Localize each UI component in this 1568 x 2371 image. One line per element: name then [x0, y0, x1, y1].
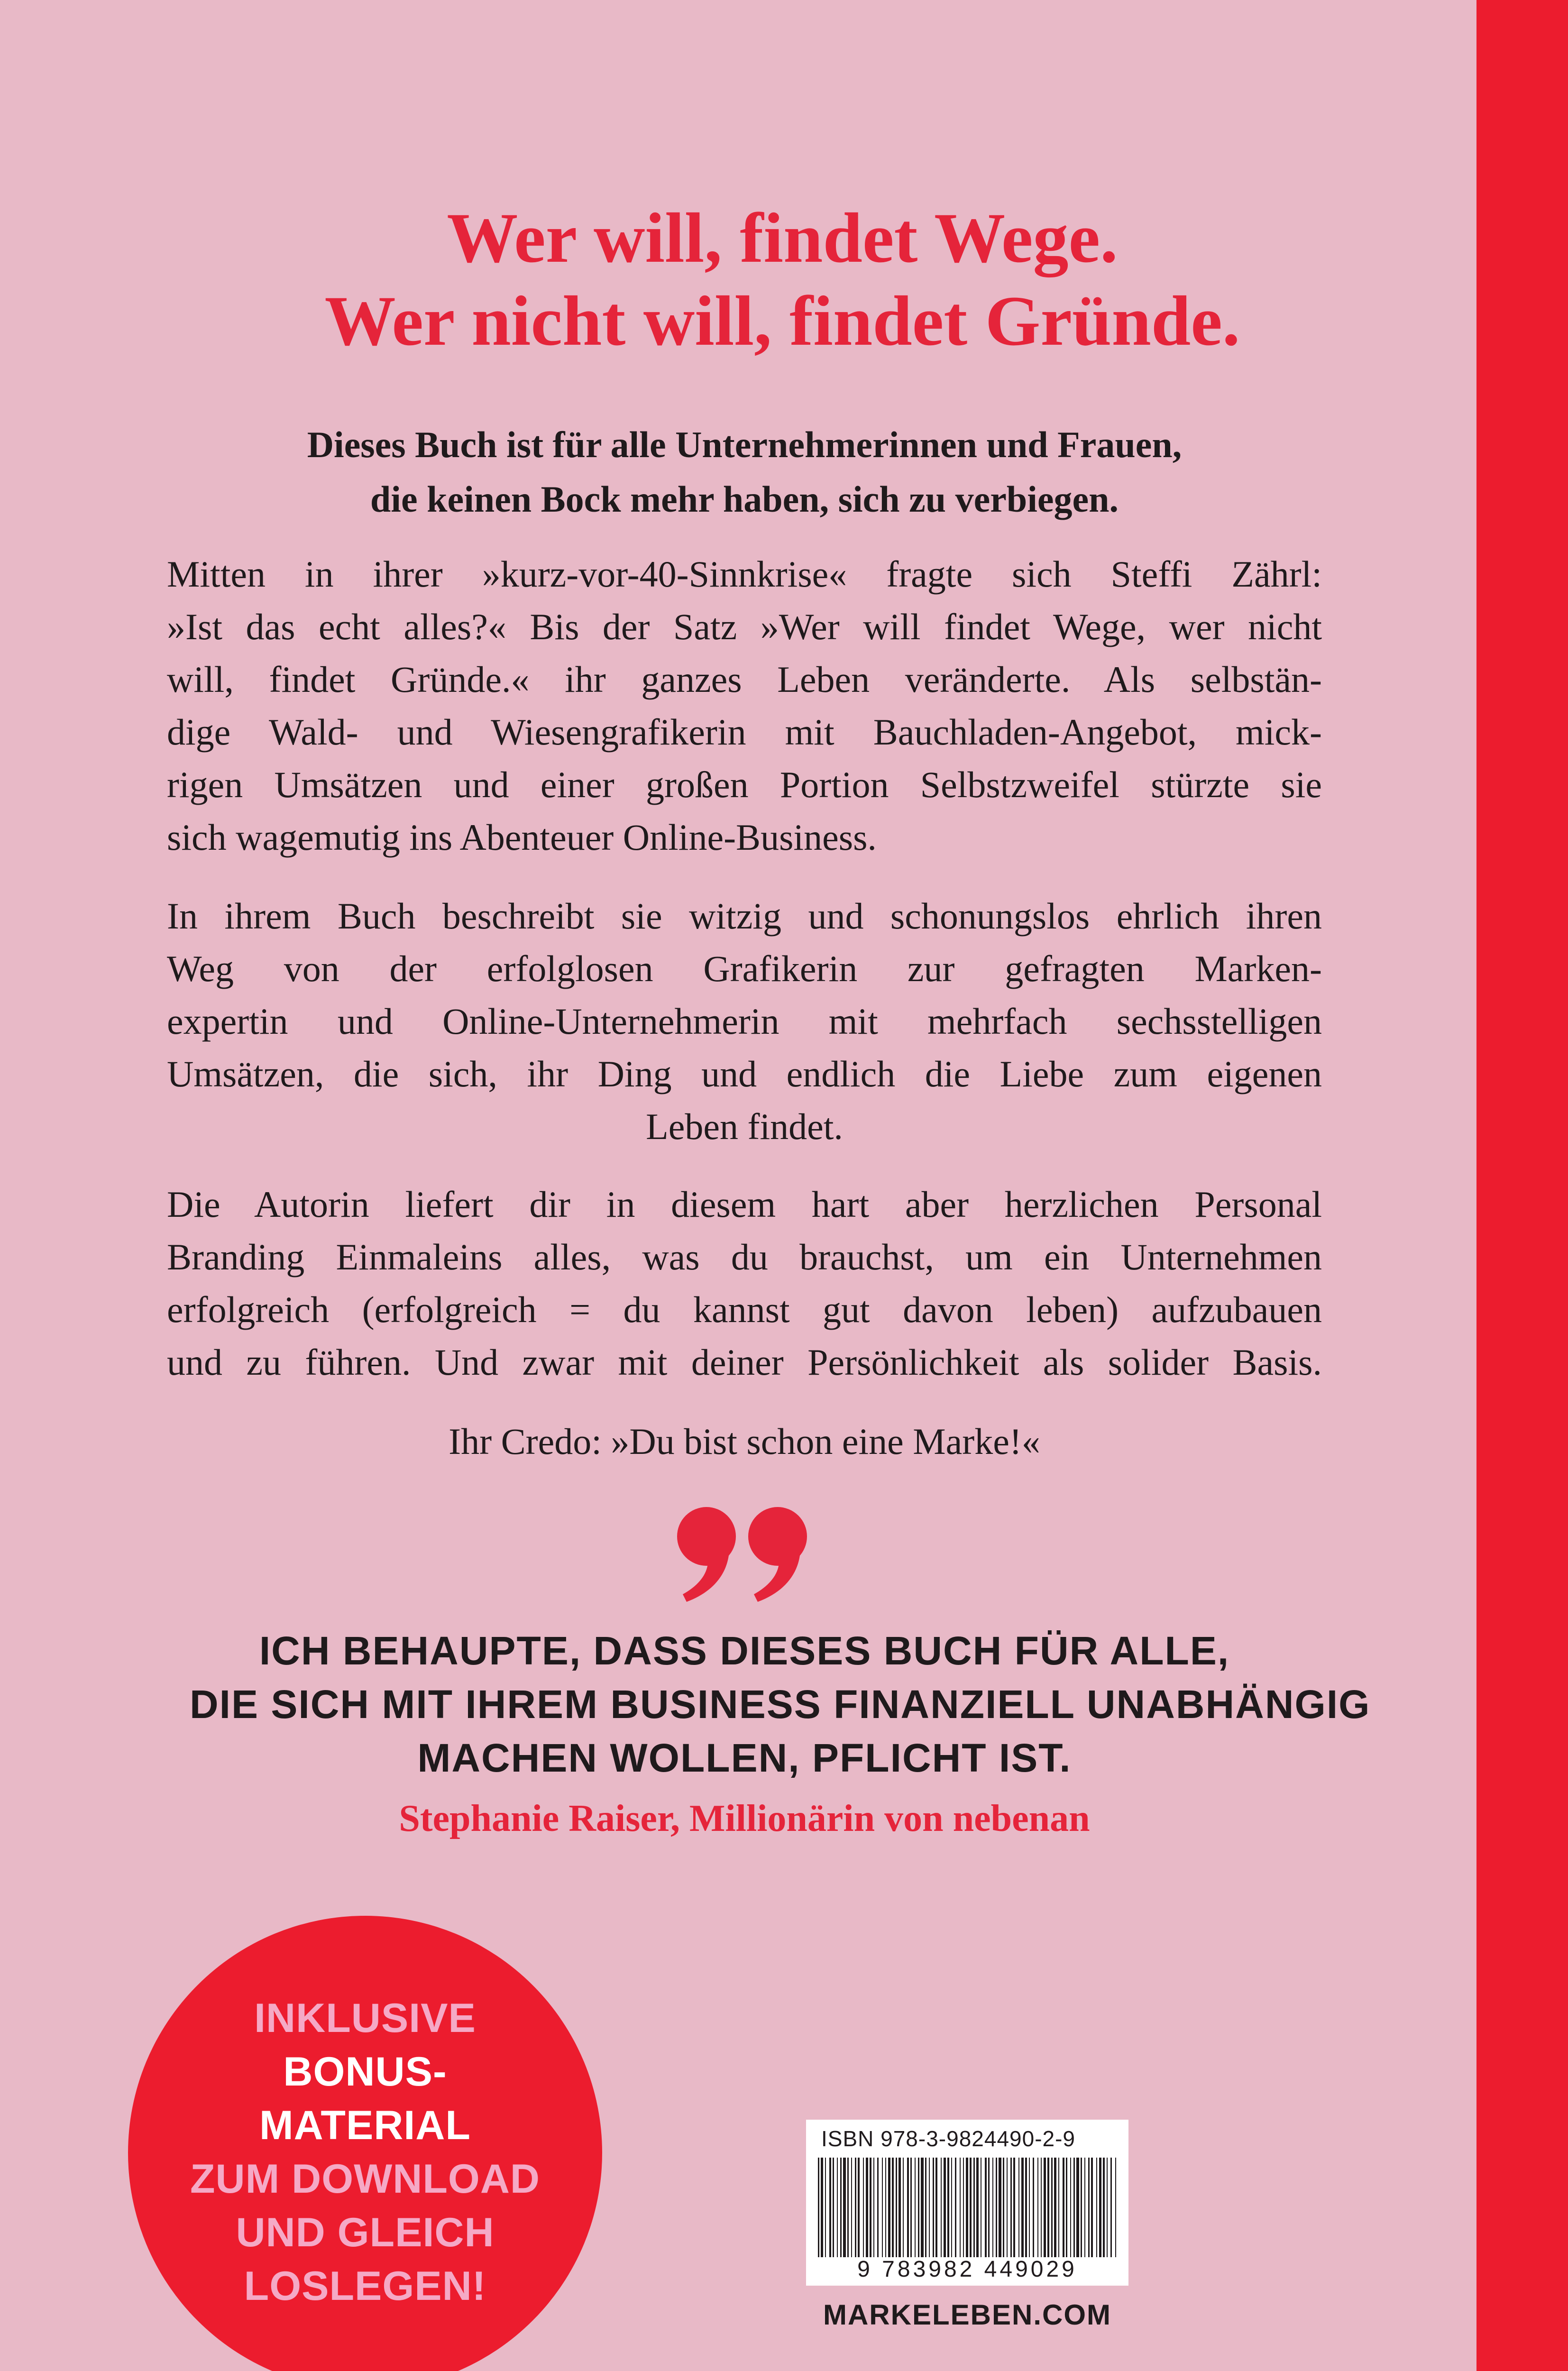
paragraph-line: Umsätzen, die sich, ihr Ding und endlich die Liebe zum eigenen [167, 1053, 1322, 1094]
barcode-bar [1044, 2158, 1046, 2257]
barcode-bar [870, 2158, 871, 2257]
barcode-bar [1051, 2158, 1053, 2257]
barcode-bar [821, 2158, 823, 2257]
barcode-bar [892, 2158, 894, 2257]
barcode-bar [1025, 2158, 1027, 2257]
barcode-bar [992, 2158, 993, 2257]
barcode-bar [858, 2158, 860, 2257]
barcode-bar [933, 2158, 934, 2257]
barcode-bar [847, 2158, 849, 2257]
barcode-bar [996, 2158, 997, 2257]
paragraph-line: dige Wald- und Wiesengrafikerin mit Bauchladen-Angebot, mick- [167, 711, 1322, 753]
paragraph-line: erfolgreich (erfolgreich = du kannst gut davon leben) aufzubauen [167, 1289, 1322, 1330]
barcode-bar [899, 2158, 901, 2257]
barcode-bar [966, 2158, 968, 2257]
barcode-bar [1107, 2158, 1108, 2257]
barcode-bar [1091, 2158, 1093, 2257]
paragraph-line: Mitten in ihrer »kurz-vor-40-Sinnkrise« fragte sich Steffi Zährl: [167, 553, 1322, 595]
barcode-bar [907, 2158, 909, 2257]
barcode-bar [877, 2158, 879, 2257]
paragraph-line: will, findet Gründe.« ihr ganzes Leben veränderte. Als selbstän- [167, 659, 1322, 700]
barcode-bar [918, 2158, 919, 2257]
barcode-bar [947, 2158, 949, 2257]
barcode-bar [925, 2158, 926, 2257]
barcode-bar [1103, 2158, 1105, 2257]
barcode-bar [929, 2158, 930, 2257]
barcode-bar [921, 2158, 924, 2257]
barcode-bar [825, 2158, 826, 2257]
barcode-bar [935, 2158, 937, 2257]
isbn-barcode [806, 2120, 1128, 2286]
barcode-bar [1037, 2158, 1038, 2257]
barcode-bar [1088, 2158, 1090, 2257]
credo-line: Ihr Credo: »Du bist schon eine Marke!« [449, 1421, 1040, 1462]
barcode-bar [1041, 2158, 1042, 2257]
barcode-bar [1081, 2158, 1082, 2257]
quote-line-3: MACHEN WOLLEN, PFLICHT IST. [417, 1736, 1072, 1780]
badge-line-1: INKLUSIVE [254, 1995, 476, 2041]
barcode-bar [1047, 2158, 1049, 2257]
barcode-bar [941, 2158, 942, 2257]
badge-line-2: BONUS- [283, 2049, 447, 2095]
barcode-bar [829, 2158, 831, 2257]
paragraph-line: Leben findet. [646, 1106, 843, 1147]
bonus-badge [128, 1916, 602, 2371]
barcode-bar [837, 2158, 838, 2257]
paragraph-line: sich wagemutig ins Abenteuer Online-Business. [167, 817, 877, 858]
barcode-bar [1063, 2158, 1064, 2257]
barcode-bar [1033, 2158, 1034, 2257]
barcode-bar [988, 2158, 990, 2257]
barcode-bar [851, 2158, 852, 2257]
barcode-bar [973, 2158, 975, 2257]
barcode-bar [1013, 2158, 1015, 2257]
barcode-bar [960, 2158, 961, 2257]
paragraph-line: Weg von der erfolglosen Grafikerin zur gefragten Marken- [167, 948, 1322, 989]
barcode-bar [1110, 2158, 1112, 2257]
quote-line-2: DIE SICH MIT IHREM BUSINESS FINANZIELL UNABHÄNGIG [190, 1682, 1371, 1727]
barcode-bar [882, 2158, 883, 2257]
barcode-bar [944, 2158, 946, 2257]
headline [142, 197, 1422, 363]
barcode-bar [985, 2158, 987, 2257]
barcode-bar [1058, 2158, 1059, 2257]
barcode-bar [999, 2158, 1001, 2257]
paragraph-line: »Ist das echt alles?« Bis der Satz »Wer will findet Wege, wer nicht [167, 606, 1322, 647]
barcode-bar [896, 2158, 897, 2257]
barcode-bar [976, 2158, 979, 2257]
intro-text [166, 417, 1323, 526]
intro-line-1: Dieses Buch ist für alle Unternehmerinnen und Frauen, [307, 424, 1182, 465]
barcode-bar [1054, 2158, 1056, 2257]
barcode-bar [1029, 2158, 1030, 2257]
barcode-bar [1073, 2158, 1075, 2257]
barcode-bar [1096, 2158, 1097, 2257]
barcode-bar [955, 2158, 956, 2257]
paragraph-line: In ihrem Buch beschreibt sie witzig und schonungslos ehrlich ihren [167, 895, 1322, 937]
barcode-bar [903, 2158, 904, 2257]
badge-line-5: UND GLEICH [236, 2210, 495, 2255]
barcode-bar [1099, 2158, 1101, 2257]
barcode-bar [885, 2158, 886, 2257]
barcode-bar [843, 2158, 846, 2257]
barcode-bar [855, 2158, 856, 2257]
barcode-bar [915, 2158, 916, 2257]
barcode-bar [1007, 2158, 1008, 2257]
barcode-bar [970, 2158, 972, 2257]
barcode-bar [866, 2158, 868, 2257]
barcode-bar [873, 2158, 874, 2257]
barcode-bar [840, 2158, 842, 2257]
badge-line-4: ZUM DOWNLOAD [190, 2156, 541, 2202]
barcode-bar [863, 2158, 864, 2257]
isbn-label: ISBN 978-3-9824490-2-9 [821, 2126, 1075, 2151]
testimonial-quote [190, 1624, 1371, 1785]
paragraph-line: Branding Einmaleins alles, was du brauchst, um ein Unternehmen [167, 1236, 1322, 1277]
intro-line-2: die keinen Bock mehr haben, sich zu verbiegen. [370, 478, 1119, 520]
blurb-paragraph-2 [167, 890, 1322, 1153]
barcode-bar [1003, 2158, 1004, 2257]
barcode-bar [910, 2158, 912, 2257]
blurb-paragraph-1 [167, 548, 1322, 864]
barcode-digits: 9 783982 449029 [857, 2257, 1077, 2282]
barcode-bar [963, 2158, 964, 2257]
barcode-bar [1018, 2158, 1019, 2257]
quote-line-1: ICH BEHAUPTE, DASS DIESES BUCH FÜR ALLE, [259, 1628, 1230, 1673]
badge-line-6: LOSLEGEN! [244, 2263, 486, 2309]
headline-line-2: Wer nicht will, findet Gründe. [324, 282, 1240, 360]
red-spine-bar [1476, 0, 1568, 2371]
barcode-bar [818, 2158, 819, 2257]
barcode-bar [888, 2158, 890, 2257]
headline-line-1: Wer will, findet Wege. [447, 199, 1118, 277]
barcode-bar [1070, 2158, 1071, 2257]
barcode-bar [1010, 2158, 1012, 2257]
website-url: MARKELEBEN.COM [823, 2299, 1111, 2331]
paragraph-line: rigen Umsätzen und einer großen Portion Selbstzweifel stürzte sie [167, 764, 1322, 805]
barcode-bar [1066, 2158, 1067, 2257]
blurb-paragraph-3 [167, 1178, 1322, 1388]
paragraph-line: und zu führen. Und zwar mit deiner Persönlichkeit als solider Basis. [167, 1342, 1322, 1383]
paragraph-line: Die Autorin liefert dir in diesem hart aber herzlichen Personal [167, 1184, 1322, 1225]
barcode-icon [818, 2158, 1117, 2257]
badge-line-3: MATERIAL [259, 2103, 471, 2148]
bonus-badge-text [128, 1992, 602, 2313]
paragraph-line: expertin und Online-Unternehmerin mit mehrfach sechsstelligen [167, 1001, 1322, 1042]
barcode-bar [833, 2158, 834, 2257]
barcode-bar [951, 2158, 952, 2257]
barcode-bar [1115, 2158, 1116, 2257]
barcode-bar [1076, 2158, 1079, 2257]
quote-author: Stephanie Raiser, Millionärin von nebenan [399, 1798, 1090, 1839]
barcode-bar [1021, 2158, 1024, 2257]
barcode-bar [1084, 2158, 1085, 2257]
closing-quote-icon [673, 1503, 816, 1603]
